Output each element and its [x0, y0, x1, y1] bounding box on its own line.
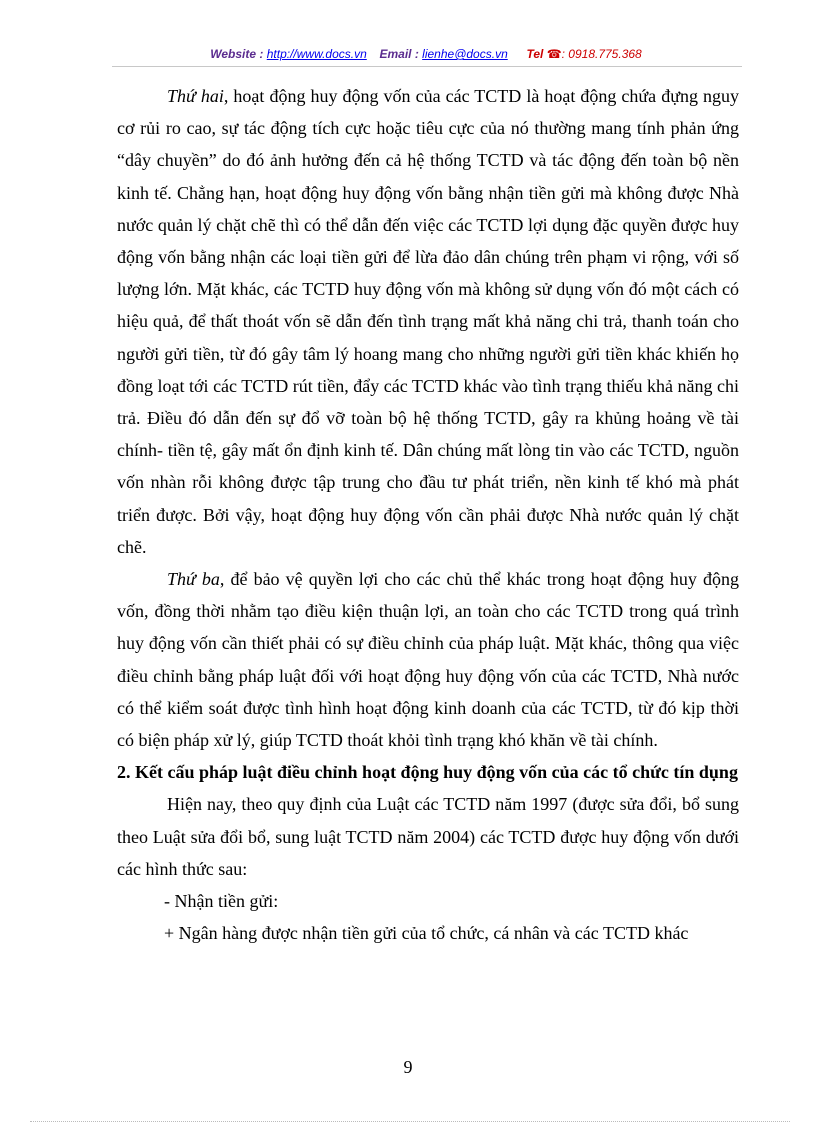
paragraph-hien-nay: Hiện nay, theo quy định của Luật các TCTD năm 1997 (được sửa đổi, bổ sung theo Luật sửa đổi bổ, sung luật TCTD năm 2004) các TCTD được huy động vốn dưới các hình thức sau:	[117, 794, 739, 879]
website-link[interactable]: http://www.docs.vn	[266, 47, 367, 61]
document-body	[117, 80, 739, 949]
paragraph-lead: Thứ ba	[167, 569, 220, 590]
section-heading: 2. Kết cấu pháp luật điều chỉnh hoạt động huy động vốn của các tổ chức tín dụng	[117, 762, 738, 783]
list-item: - Nhận tiền gửi:	[164, 891, 279, 912]
phone-icon: ☎	[546, 47, 562, 61]
page-number: 9	[403, 1057, 413, 1077]
paragraph-thu-ba	[117, 563, 739, 756]
page-header	[112, 47, 740, 67]
list-item: + Ngân hàng được nhận tiền gửi của tổ chức, cá nhân và các TCTD khác	[164, 923, 689, 944]
website-label: Website :	[210, 47, 264, 61]
paragraph-text: , hoạt động huy động vốn của các TCTD là hoạt động chứa đựng nguy cơ rủi ro cao, sự tác động tích cực hoặc tiêu cực của nó thường mang tính phản ứng “dây chuyền” do đó ảnh hưởng đến cả hệ thống TCTD và tác động đến toàn bộ nền kinh tế. Chẳng hạn, hoạt động huy động vốn bằng nhận tiền gửi mà không được Nhà nước quản lý chặt chẽ thì có thể dẫn đến việc các TCTD lợi dụng đặc quyền được huy động vốn bằng nhận các loại tiền gửi để lừa đảo dân chúng trên phạm vi rộng, với số lượng lớn. Mặt khác, các TCTD huy động vốn mà không sử dụng vốn đó một cách có hiệu quả, để thất thoát vốn sẽ dẫn đến tình trạng mất khả năng chi trả, thanh toán cho người gửi tiền, từ đó gây tâm lý hoang mang cho những người gửi tiền khác khiến họ đồng loạt tới các TCTD rút tiền, đẩy các TCTD khác vào tình trạng thiếu khả năng chi trả. Điều đó dẫn đến sự đổ vỡ toàn bộ hệ thống TCTD, gây ra khủng hoảng về tài chính- tiền tệ, gây mất ổn định kinh tế. Dân chúng mất lòng tin vào các TCTD, nguồn vốn nhàn rỗi không được tập trung cho đầu tư phát triển, nền kinh tế khó mà phát triển được. Bởi vậy, hoạt động huy động vốn cần phải được Nhà nước quản lý chặt chẽ.	[117, 86, 739, 557]
paragraph-text: , để bảo vệ quyền lợi cho các chủ thể khác trong hoạt động huy động vốn, đồng thời nhằm tạo điều kiện thuận lợi, an toàn cho các TCTD trong quá trình huy động vốn cần thiết phải có sự điều chỉnh của pháp luật. Mặt khác, thông qua việc điều chỉnh bằng pháp luật đối với hoạt động huy động vốn của các TCTD, Nhà nước có thể kiểm soát được tình hình hoạt động kinh doanh của các TCTD, từ đó kịp thời có biện pháp xử lý, giúp TCTD thoát khỏi tình trạng khó khăn về tài chính.	[117, 569, 740, 751]
header-divider	[112, 66, 742, 67]
tel-label: Tel	[526, 47, 544, 61]
tel-value: : 0918.775.368	[561, 47, 642, 61]
email-label: Email :	[379, 47, 419, 61]
email-link[interactable]: lienhe@docs.vn	[422, 47, 508, 61]
paragraph-thu-hai	[117, 80, 739, 563]
paragraph-lead: Thứ hai	[167, 86, 224, 106]
page-bottom-divider	[30, 1121, 790, 1122]
